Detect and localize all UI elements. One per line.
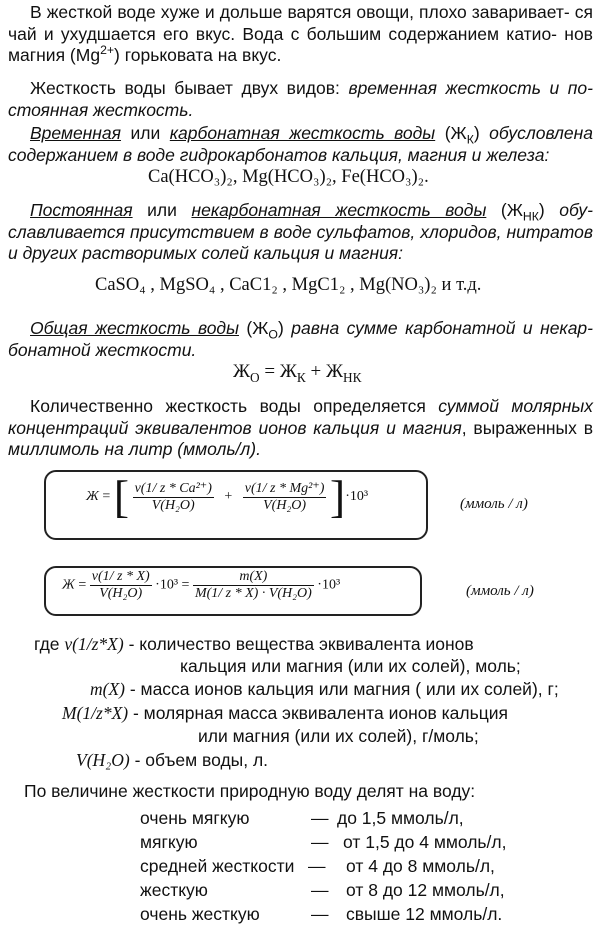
symbol-end: ) [277, 318, 284, 338]
class-dash: — [311, 880, 329, 900]
paragraph-permanent-hardness [8, 200, 593, 265]
classification-intro: По величине жесткости природную воду делят на воду: [24, 781, 476, 801]
f2-mid: ·10³ = [155, 577, 190, 593]
p1-line3-end: ) горьковата на вкус. [114, 45, 282, 65]
formula-hardness-general: Ж = $\frac{\nu(1/ z * X)}{\text{V(H₂O)}}$ ·10³ = $\frac{m(X)}{\text{M(1/ z * X) · V(H₂O)}}$ ·10³ [62, 569, 341, 601]
p5-italic: равна сумме карбонатной и некар- [283, 318, 593, 338]
f1-right-bracket: ] [329, 471, 346, 522]
p4-line3: и других растворимых солей кальция и магния: [8, 243, 404, 263]
f2-unit: (ммоль / л) [466, 583, 534, 599]
symbol-sub-nk: НК [522, 209, 539, 224]
def-symbol: M(1/z*X) [62, 703, 129, 723]
symbol-zh: (Ж [486, 200, 523, 220]
symbol-zh: (Ж [444, 123, 467, 143]
p1-line3: нов магния (Mg [8, 23, 593, 65]
p4-italic: обу- [544, 200, 593, 220]
p1-line2: ся чай и ухудшается его вкус. Вода с большим содержанием катио- [8, 2, 593, 44]
f2-factor: ·10³ [317, 577, 341, 593]
class-range: свыше 12 ммоль/л. [346, 904, 503, 924]
def-mass: m(X) - масса ионов кальция или магния ( или их солей), г; [90, 679, 559, 699]
symbol-sub-o: О [268, 327, 278, 342]
p2-line2: стоянная жесткость. [8, 99, 194, 120]
eq-equals: = Ж [259, 361, 297, 382]
f1-lhs: Ж [86, 489, 99, 504]
class-name: средней жесткости [140, 856, 295, 876]
symbol-sub-k: К [466, 132, 474, 147]
f1-left-bracket: [ [113, 471, 130, 522]
class-name: жесткую [140, 880, 208, 900]
formula-bicarbonates: Ca(HCO₃)₂, Mg(HCO₃)₂, Fe(HCO₃)₂. [148, 167, 429, 187]
p4-or: или [132, 200, 192, 220]
formula-hardness-ca-mg: Ж = [ $\frac{\text{ν(1/ z * Ca²⁺)}}{\text{V(H₂O)}}$ + $\frac{\text{ν(1/ z * Mg²⁺)}}{\text{V(H₂O)}}$ ]·10³ [86, 471, 369, 522]
f1-frac-mg: $\frac{\text{ν(1/ z * Mg²⁺)}}{\text{V(H₂O)}}$ [244, 480, 325, 513]
class-dash: — [311, 904, 329, 924]
eq-sub-o: О [250, 369, 260, 385]
paragraph-hard-water-effects [8, 2, 593, 67]
class-range: от 4 до 8 ммоль/л, [346, 856, 495, 876]
def-amount-cont: кальция или магния (или их солей), моль; [180, 656, 521, 676]
p4-line2: славливается присутствием в воде сульфатов, хлоридов, нитратов [8, 221, 593, 242]
paragraph-temporary-hardness [8, 123, 593, 166]
def-symbol: m(X) [90, 679, 125, 699]
class-name: очень мягкую [140, 808, 250, 828]
class-range: от 1,5 до 4 ммоль/л, [343, 832, 507, 852]
class-name: мягкую [140, 832, 198, 852]
class-dash: — [308, 856, 326, 876]
symbol-zh: (Ж [238, 318, 269, 338]
term-total-hardness: Общая жесткость воды [30, 318, 239, 338]
p6-line2-italic: концентраций эквивалентов ионов кальция и магния [8, 417, 462, 438]
f1-frac-ca: $\frac{\text{ν(1/ z * Ca²⁺)}}{\text{V(H₂O)}}$ [134, 480, 212, 513]
class-name: очень жесткую [140, 904, 260, 924]
def-volume: V(H₂O) - объем воды, л. [76, 750, 269, 770]
class-dash: — [311, 808, 329, 828]
eq-sub-k: К [296, 369, 306, 385]
p6-line3-italic: миллимоль на литр (ммоль/л). [8, 439, 261, 459]
def-symbol: ν(1/z*X) [64, 634, 124, 654]
symbol-end: ) [473, 123, 480, 143]
class-dash: — [311, 832, 329, 852]
f2-lhs: Ж [62, 577, 75, 593]
class-range: до 1,5 ммоль/л, [337, 808, 464, 828]
p3-line2: содержанием в воде гидрокарбонатов кальция, магния и железа: [8, 144, 550, 165]
p3-italic: обусловлена [479, 123, 593, 143]
paragraph-hardness-types [8, 78, 593, 121]
eq-zh: Ж [233, 361, 251, 382]
paragraph-quantification [8, 396, 593, 461]
eq-plus: + Ж [305, 361, 344, 382]
paragraph-total-hardness [8, 318, 593, 361]
f1-unit: (ммоль / л) [460, 496, 528, 512]
eq-sub-nk: НК [343, 369, 362, 385]
def-molar-mass-cont: или магния (или их солей), г/моль; [198, 726, 479, 746]
equation-total-hardness [233, 361, 362, 383]
term-temporary: Временная [30, 123, 122, 143]
p6-line2-end: , выраженных в [461, 417, 593, 438]
def-symbol: V(H₂O) [76, 750, 130, 770]
p6-line1-italic: суммой молярных [438, 396, 593, 416]
mg-charge: 2+ [100, 43, 115, 58]
p1-line1: В жесткой воде хуже и дольше варятся овощи, плохо заваривает- [30, 2, 570, 22]
p6-line1: Количественно жесткость воды определяется [30, 396, 439, 416]
def-molar-mass: M(1/z*X) - молярная масса эквивалента ионов кальция [62, 703, 509, 723]
p2-italic: временная жесткость и по- [348, 78, 593, 98]
formula-salts: CaSO₄ , MgSO₄ , CaC1₂ , MgC1₂ , Mg(NO₃)₂ и т.д. [95, 275, 482, 295]
p5-line2: бонатной жесткости. [8, 339, 197, 360]
symbol-end: ) [538, 200, 545, 220]
term-permanent: Постоянная [30, 200, 133, 220]
class-range: от 8 до 12 ммоль/л, [346, 880, 505, 900]
def-amount-of-substance: где ν(1/z*X) - количество вещества эквивалента ионов [34, 634, 474, 654]
f1-factor: ·10³ [345, 489, 369, 504]
f2-frac-mass: $\frac{m(X)}{\text{M(1/ z * X) · V(H₂O)}}$ [194, 569, 312, 601]
f2-frac-nu: $\frac{\nu(1/ z * X)}{\text{V(H₂O)}}$ [91, 569, 150, 601]
p2-text: Жесткость воды бывает двух видов: [30, 78, 349, 98]
term-carbonate: карбонатная жесткость воды [169, 123, 436, 143]
p3-or: или [121, 123, 170, 143]
term-noncarbonate: некарбонатная жесткость воды [191, 200, 487, 220]
